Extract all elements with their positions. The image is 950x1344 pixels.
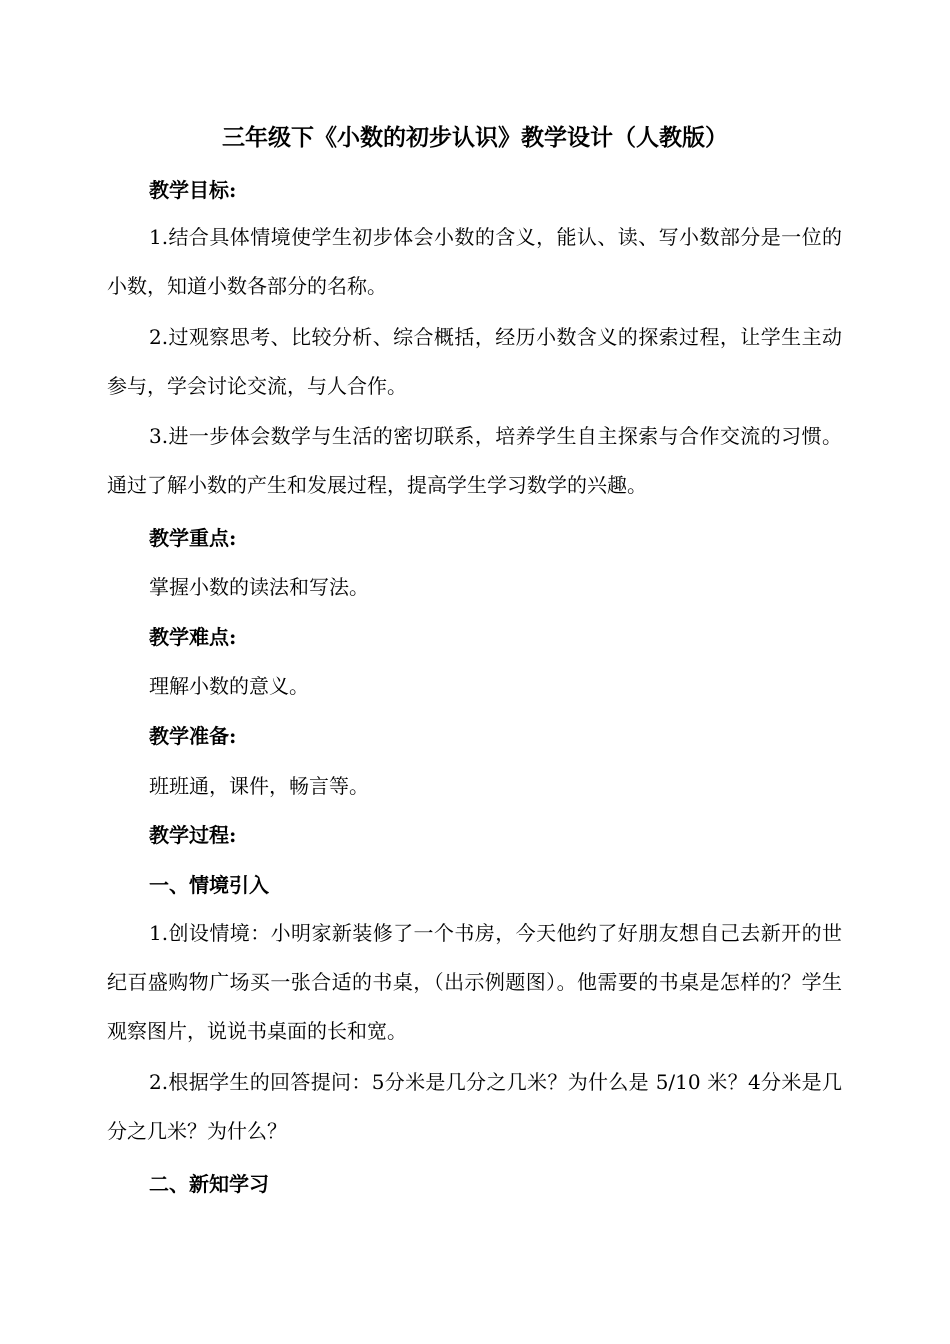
preparation-heading: 教学准备:: [149, 724, 237, 748]
objectives-heading: 教学目标:: [149, 178, 237, 202]
process-heading: 教学过程:: [149, 823, 237, 847]
section-1-item-1: 1.创设情境：小明家新装修了一个书房，今天他约了好朋友想自己去新开的世纪百盛购物广场买一张合适的书桌，（出示例题图）。他需要的书桌是怎样的？学生观察图片，说说书桌面的长和宽。: [107, 921, 842, 1043]
objective-2: 2.过观察思考、比较分析、综合概括，经历小数含义的探索过程，让学生主动参与，学会讨论交流，与人合作。: [107, 325, 842, 398]
objective-3: 3.进一步体会数学与生活的密切联系，培养学生自主探索与合作交流的习惯。通过了解小数的产生和发展过程，提高学生学习数学的兴趣。: [107, 424, 842, 497]
key-point-text: 掌握小数的读法和写法。: [149, 575, 369, 599]
objective-1: 1.结合具体情境使学生初步体会小数的含义，能认、读、写小数部分是一位的小数，知道小数各部分的名称。: [107, 225, 842, 298]
preparation-text: 班班通，课件，畅言等。: [149, 774, 369, 798]
difficulty-text: 理解小数的意义。: [149, 674, 309, 698]
section-1-item-2: 2.根据学生的回答提问：5分米是几分之几米？为什么是 5/10 米？4分米是几分之几米？为什么？: [107, 1070, 842, 1143]
key-point-heading: 教学重点:: [149, 526, 237, 550]
section-1-heading: 一、情境引入: [149, 873, 269, 897]
page-title: 三年级下《小数的初步认识》教学设计（人教版）: [222, 124, 728, 151]
difficulty-heading: 教学难点:: [149, 625, 237, 649]
section-2-heading: 二、新知学习: [149, 1172, 269, 1196]
